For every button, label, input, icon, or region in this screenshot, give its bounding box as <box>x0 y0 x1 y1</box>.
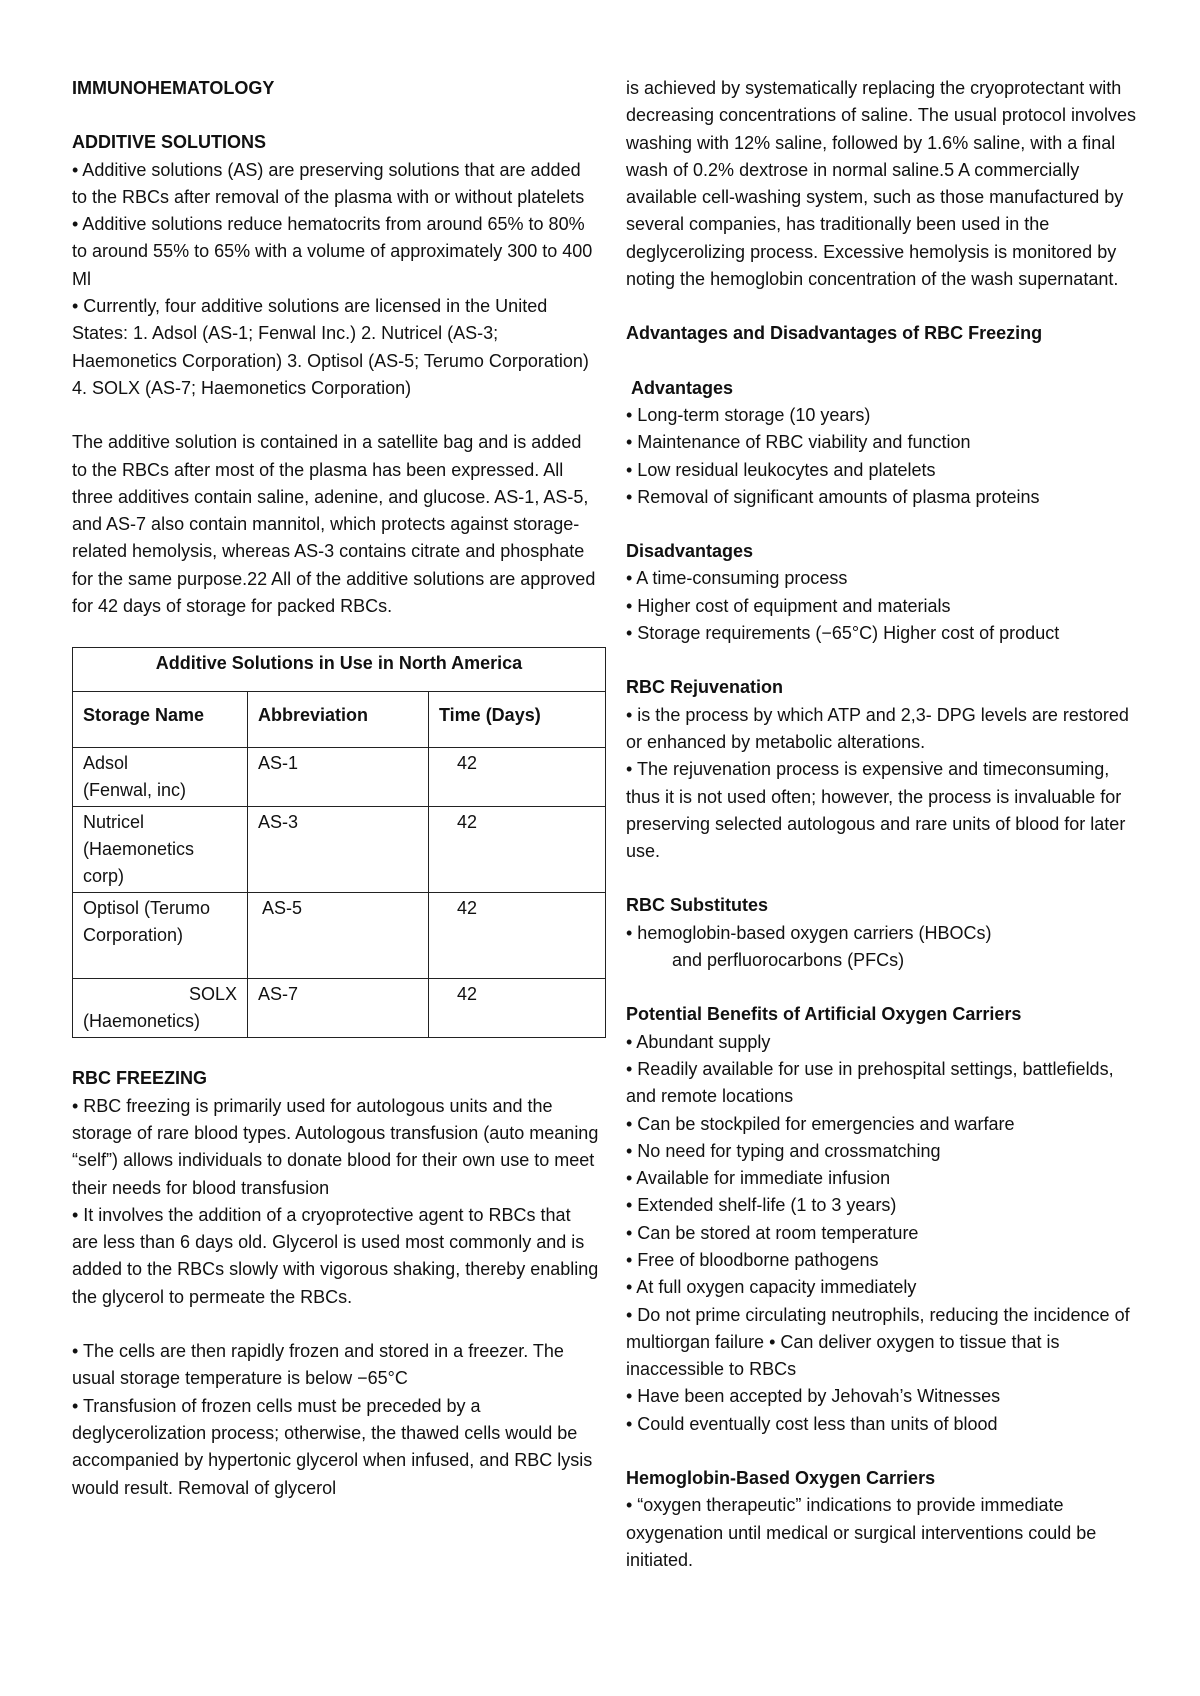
benefit-item: • Do not prime circulating neutrophils, reducing the incidence of multiorgan failure • Can deliver oxygen to tissue that is inaccessible to RBCs <box>626 1304 1130 1380</box>
benefit-item: • Could eventually cost less than units of blood <box>626 1413 998 1434</box>
additive-bullet: • Additive solutions reduce hematocrits from around 65% to 80% to around 55% to 65% with a volume of approximately 300 to 400 Ml <box>72 214 593 289</box>
additive-solutions-heading: ADDITIVE SOLUTIONS <box>72 132 267 153</box>
benefit-item: • Can be stockpiled for emergencies and warfare <box>626 1113 1015 1134</box>
storage-name-cell: Adsol (Fenwal, inc) <box>73 748 248 807</box>
freezing-bullet: • RBC freezing is primarily used for autologous units and the storage of rare blood types. Autologous transfusion (auto meaning “self”) allows individuals to donate blood for their own use to meet their needs for blood transfusion <box>72 1095 599 1198</box>
freezing-bullet: • The cells are then rapidly frozen and stored in a freezer. The usual storage temperature is below −65°C <box>72 1341 564 1389</box>
left-column <box>72 75 600 1502</box>
storage-name-cell: SOLX (Haemonetics) <box>73 979 248 1038</box>
column-header-time-days: Time (Days) <box>429 692 606 748</box>
rbc-substitutes-heading: RBC Substitutes <box>626 895 769 916</box>
adv-disadv-heading: Advantages and Disadvantages of RBC Freezing <box>626 323 1043 344</box>
abbreviation-cell: AS-7 <box>248 979 429 1038</box>
advantages-heading: Advantages <box>631 377 734 398</box>
benefit-item: • No need for typing and crossmatching <box>626 1140 941 1161</box>
benefit-item: • Can be stored at room temperature <box>626 1222 919 1243</box>
additive-bullet: • Currently, four additive solutions are licensed in the United States: 1. Adsol (AS-1; Fenwal Inc.) 2. Nutricel (AS-3; Haemonetics Corporation) 3. Optisol (AS-5; Terumo Corporation) 4. SOLX (AS-7; Haemonetics Corporation) <box>72 296 589 398</box>
advantage-item: • Maintenance of RBC viability and function <box>626 432 971 453</box>
freezing-bullet: • It involves the addition of a cryoprotective agent to RBCs that are less than 6 days old. Glycerol is used most commonly and is added to the RBCs slowly with vigorous shaking, thereby enabling the glycerol to permeate the RBCs. <box>72 1204 599 1307</box>
days-cell: 42 <box>429 979 606 1038</box>
table-row <box>73 807 606 893</box>
rejuvenation-bullet: • is the process by which ATP and 2,3- DPG levels are restored or enhanced by metabolic alterations. <box>626 704 1129 752</box>
rbc-rejuvenation-heading: RBC Rejuvenation <box>626 677 784 698</box>
disadvantages-heading: Disadvantages <box>626 541 754 562</box>
storage-name-cell: Nutricel (Haemonetics corp) <box>73 807 248 893</box>
benefit-item: • At full oxygen capacity immediately <box>626 1277 917 1298</box>
substitutes-line: • hemoglobin-based oxygen carriers (HBOCs) <box>626 922 992 943</box>
advantage-item: • Long-term storage (10 years) <box>626 404 871 425</box>
benefits-heading: Potential Benefits of Artificial Oxygen Carriers <box>626 1004 1022 1025</box>
column-header-abbreviation: Abbreviation <box>248 692 429 748</box>
substitutes-line: and perfluorocarbons (PFCs) <box>672 950 905 971</box>
additive-bullet: • Additive solutions (AS) are preserving solutions that are added to the RBCs after removal of the plasma with or without platelets <box>72 159 585 207</box>
abbreviation-cell: AS-5 <box>248 893 429 979</box>
benefit-item: • Available for immediate infusion <box>626 1168 891 1189</box>
benefit-item: • Abundant supply <box>626 1031 771 1052</box>
table-row <box>73 893 606 979</box>
disadvantage-item: • A time-consuming process <box>626 568 848 589</box>
hboc-heading: Hemoglobin-Based Oxygen Carriers <box>626 1468 936 1489</box>
benefit-item: • Readily available for use in prehospital settings, battlefields, and remote locations <box>626 1058 1114 1107</box>
abbreviation-cell: AS-3 <box>248 807 429 893</box>
freezing-bullet: • Transfusion of frozen cells must be preceded by a deglycerolization process; otherwise, the thawed cells would be accompanied by hypertonic glycerol when infused, and RBC lysis would result. Removal of glycerol <box>72 1395 593 1498</box>
deglycerolization-paragraph: is achieved by systematically replacing the cryoprotectant with decreasing concentrations of saline. The usual protocol involves washing with 12% saline, followed by 1.6% saline, with a final wash of 0.2% dextrose in normal saline.5 A commercially available cell-washing system, such as those manufactured by several companies, has traditionally been used in the deglycerolizing process. Excessive hemolysis is monitored by noting the hemoglobin concentration of the wash supernatant. <box>626 78 1136 290</box>
disadvantage-item: • Higher cost of equipment and materials <box>626 595 951 616</box>
hboc-text: • “oxygen therapeutic” indications to provide immediate oxygenation until medical or surgical interventions could be initiated. <box>626 1495 1097 1570</box>
table-row <box>73 748 606 807</box>
benefit-item: • Extended shelf-life (1 to 3 years) <box>626 1195 897 1216</box>
rejuvenation-bullet: • The rejuvenation process is expensive and timeconsuming, thus it is not used often; however, the process is invaluable for preserving selected autologous and rare units of blood for later use. <box>626 759 1126 862</box>
disadvantage-item: • Storage requirements (−65°C) Higher cost of product <box>626 623 1060 644</box>
days-cell: 42 <box>429 807 606 893</box>
column-header-storage-name: Storage Name <box>73 692 248 748</box>
additive-solutions-table <box>72 647 606 1038</box>
days-cell: 42 <box>429 748 606 807</box>
additive-paragraph: The additive solution is contained in a satellite bag and is added to the RBCs after most of the plasma has been expressed. All three additives contain saline, adenine, and glucose. AS-1, AS-5, and AS-7 also contain mannitol, which protects against storage-related hemolysis, whereas AS-3 contains citrate and phosphate for the same purpose.22 All of the additive solutions are approved for 42 days of storage for packed RBCs. <box>72 432 596 617</box>
table-caption: Additive Solutions in Use in North America <box>73 648 606 692</box>
benefit-item: • Have been accepted by Jehovah’s Witnesses <box>626 1386 1001 1407</box>
right-column <box>626 75 1146 1574</box>
table-row <box>73 979 606 1038</box>
abbreviation-cell: AS-1 <box>248 748 429 807</box>
advantage-item: • Removal of significant amounts of plasma proteins <box>626 486 1040 507</box>
days-cell: 42 <box>429 893 606 979</box>
storage-name-cell: Optisol (Terumo Corporation) <box>73 893 248 979</box>
document-title: IMMUNOHEMATOLOGY <box>72 78 275 98</box>
advantage-item: • Low residual leukocytes and platelets <box>626 459 936 480</box>
benefit-item: • Free of bloodborne pathogens <box>626 1249 879 1270</box>
rbc-freezing-heading: RBC FREEZING <box>72 1068 207 1089</box>
